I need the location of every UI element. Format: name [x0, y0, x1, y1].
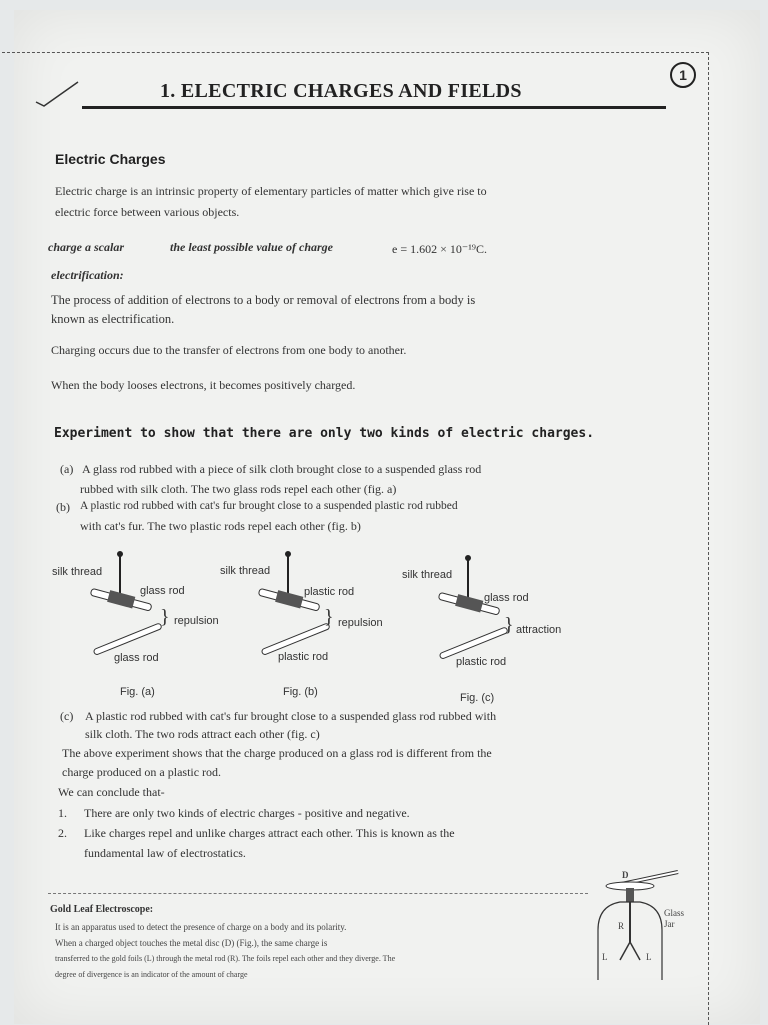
electrification-line-2: known as electrification. — [51, 312, 175, 326]
title-underline — [82, 106, 666, 109]
electrification-line-4: When the body looses electrons, it becomes positively charged. — [51, 378, 356, 392]
fig-c-upper-rod-label: glass rod — [484, 592, 529, 604]
electroscope-label-jar: Glass Jar — [664, 908, 684, 929]
result-line-2: charge produced on a plastic rod. — [62, 765, 222, 779]
fig-a-caption: Fig. (a) — [120, 686, 155, 698]
fig-c-brace-icon: } — [504, 614, 514, 636]
page-number: 1 — [670, 62, 696, 88]
item-a-mark: (a) — [60, 462, 74, 476]
electroscope-label-disc: D — [622, 870, 629, 880]
fig-a-lower-rod-label: glass rod — [114, 652, 159, 664]
item-a-line-2: rubbed with silk cloth. The two glass rods repel each other (fig. a) — [80, 482, 397, 496]
fig-b-force-label: repulsion — [338, 617, 383, 629]
item-c-line-2: silk cloth. The two rods attract each other (fig. c) — [85, 727, 320, 741]
electroscope-line-3: transferred to the gold foils (L) through the metal rod (R). The foils repel each other and they diverge. The — [55, 954, 396, 963]
item-b-mark: (b) — [56, 500, 70, 514]
scalar-note: charge a scalar — [48, 240, 124, 254]
electrification-line-1: The process of addition of electrons to a body or removal of electrons from a body is — [51, 293, 476, 307]
fig-b-thread-label: silk thread — [220, 565, 271, 577]
conclusion-2-line-2: fundamental law of electrostatics. — [84, 846, 246, 860]
fig-c-force-label: attraction — [516, 624, 562, 636]
fig-c-thread-label: silk thread — [402, 569, 453, 581]
experiment-heading: Experiment to show that there are only two kinds of electric charges. — [54, 426, 595, 441]
fig-a-force-label: repulsion — [174, 615, 219, 627]
item-b-line-1: A plastic rod rubbed with cat's fur brought close to a suspended plastic rod rubbed — [80, 500, 458, 512]
chapter-title: 1. ELECTRIC CHARGES AND FIELDS — [160, 80, 522, 102]
item-b-line-2: with cat's fur. The two plastic rods repel each other (fig. b) — [80, 519, 361, 533]
fig-c-lower-rod-label: plastic rod — [456, 656, 507, 668]
electroscope-line-2: When a charged object touches the metal disc (D) (Fig.), the same charge is — [55, 938, 328, 948]
item-a-line-1: A glass rod rubbed with a piece of silk cloth brought close to a suspended glass rod — [82, 462, 482, 476]
conclusion-1-text: There are only two kinds of electric charges - positive and negative. — [84, 806, 410, 820]
check-mark-icon — [34, 80, 84, 110]
result-line-1: The above experiment shows that the charge produced on a glass rod is different from the — [62, 746, 492, 760]
item-c-line-1: A plastic rod rubbed with cat's fur brought close to a suspended glass rod rubbed with — [85, 709, 497, 723]
fig-b-caption: Fig. (b) — [283, 686, 318, 698]
conclusion-1-number: 1. — [58, 806, 67, 820]
electroscope-label-leaf-left: L — [602, 952, 608, 962]
electrification-line-3: Charging occurs due to the transfer of electrons from one body to another. — [51, 343, 407, 357]
fig-a-upper-rod-label: glass rod — [140, 585, 185, 597]
electroscope-drawing — [590, 870, 700, 990]
conclusion-2-number: 2. — [58, 826, 67, 840]
electroscope-label-leaf-right: L — [646, 952, 652, 962]
item-c-mark: (c) — [60, 709, 74, 723]
electroscope-line-4: degree of divergence is an indicator of the amount of charge — [55, 970, 248, 979]
fig-b-brace-icon: } — [324, 606, 334, 628]
fig-b-upper-rod-label: plastic rod — [304, 586, 355, 598]
electroscope-heading: Gold Leaf Electroscope: — [50, 904, 154, 915]
electroscope-label-rod: R — [618, 921, 625, 931]
definition-line-2: electric force between various objects. — [55, 205, 240, 219]
section-heading-electric-charges: Electric Charges — [55, 151, 166, 167]
fig-a-thread-label: silk thread — [52, 566, 103, 578]
electroscope-line-1: It is an apparatus used to detect the presence of charge on a body and its polarity. — [55, 922, 347, 932]
definition-line-1: Electric charge is an intrinsic property of elementary particles of matter which give rise to — [55, 184, 487, 198]
least-charge-label: the least possible value of charge — [170, 240, 333, 254]
conclusion-2-line-1: Like charges repel and unlike charges attract each other. This is known as the — [84, 826, 455, 840]
electroscope-divider — [48, 893, 588, 894]
least-charge-value: e = 1.602 × 10⁻¹⁹C. — [392, 242, 487, 256]
fig-b-lower-rod-label: plastic rod — [278, 651, 329, 663]
conclude-line: We can conclude that- — [58, 785, 165, 799]
electrification-heading: electrification: — [51, 268, 124, 282]
fig-a-brace-icon: } — [160, 606, 170, 628]
fig-c-caption: Fig. (c) — [460, 692, 495, 704]
